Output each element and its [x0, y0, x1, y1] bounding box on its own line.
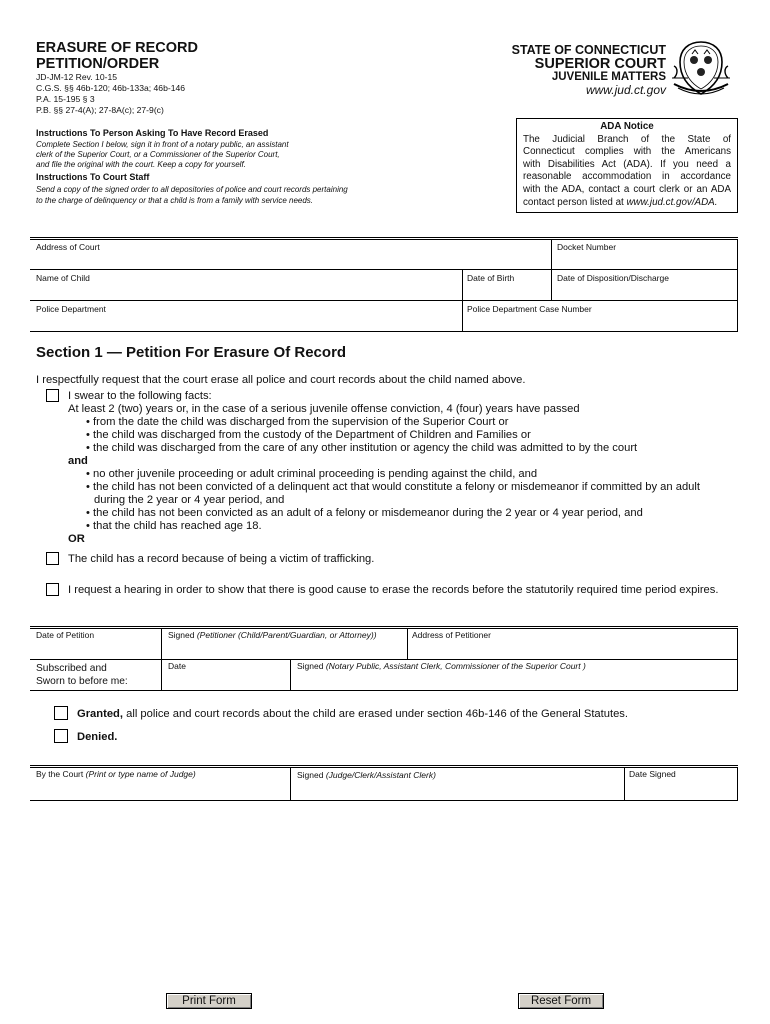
petitioner-note: (Petitioner (Child/Parent/Guardian, or Attorney)) [196, 630, 377, 640]
trafficking-checkbox[interactable] [46, 552, 59, 565]
ada-line-6 [523, 197, 731, 210]
bullet-not-convicted-adult: • the child has not been convicted as an adult of a felony or misdemeanor during the 2 year or 4 year period, and [86, 507, 643, 519]
court-website: www.jud.ct.gov [585, 83, 666, 97]
ada-line-2: Connecticut complies with the Americans [523, 146, 731, 158]
instructions-staff-heading: Instructions To Court Staff [36, 172, 150, 182]
denied-label: Denied. [77, 731, 118, 743]
connecticut-seal-icon [670, 38, 732, 100]
bullet-not-convicted-delinquent: • the child has not been convicted of a delinquent act that would constitute a felony or misdemeanor if committed by an adult [86, 481, 700, 493]
judge-note: (Judge/Clerk/Assistant Clerk) [325, 770, 436, 780]
bullet-superior-court: • from the date the child was discharged from the supervision of the Superior Court or [86, 416, 509, 428]
denied-checkbox[interactable] [54, 729, 68, 743]
address-of-court-field[interactable]: Address of Court [36, 242, 100, 252]
form-number: JD-JM-12 Rev. 10-15 [36, 72, 118, 82]
granted-bold: Granted, [77, 708, 124, 720]
hearing-label: I request a hearing in order to show that there is good cause to erase the records before the statutorily required time period expires. [68, 584, 719, 596]
judge-signature-field[interactable] [297, 770, 436, 780]
swear-facts-checkbox[interactable] [46, 389, 59, 402]
statute-citation-3: P.B. §§ 27-4(A); 27-8A(c); 27-9(c) [36, 105, 164, 115]
by-court-note: (Print or type name of Judge) [85, 769, 196, 779]
instructions-person-heading: Instructions To Person Asking To Have Record Erased [36, 128, 269, 138]
date-signed-field[interactable]: Date Signed [629, 769, 676, 779]
ada-line-1: The Judicial Branch of the State of [523, 133, 731, 145]
hearing-checkbox[interactable] [46, 583, 59, 596]
docket-number-field[interactable]: Docket Number [557, 242, 617, 252]
ada-line-3: with Disabilities Act (ADA). If you need a [523, 158, 731, 170]
date-of-birth-field[interactable]: Date of Birth [467, 273, 515, 283]
name-of-child-field[interactable]: Name of Child [36, 273, 90, 283]
police-case-number-field[interactable]: Police Department Case Number [467, 304, 592, 314]
date-of-petition-field[interactable]: Date of Petition [36, 630, 95, 640]
judge-name-field[interactable] [36, 769, 196, 779]
court-division: JUVENILE MATTERS [551, 71, 666, 83]
print-form-button[interactable]: Print Form [166, 993, 252, 1009]
section-1-heading: Section 1 — Petition For Erasure Of Record [36, 344, 347, 361]
swear-facts-label: I swear to the following facts: [68, 390, 212, 402]
trafficking-label: The child has a record because of being a victim of trafficking. [68, 553, 375, 565]
court-name: SUPERIOR COURT [534, 56, 666, 72]
ada-line-6-prefix: contact person listed at [523, 196, 627, 208]
subscribed-line-2: Sworn to before me: [36, 675, 128, 687]
instructions-staff-text-1: Send a copy of the signed order to all depositories of police and court records pertaining [36, 185, 348, 194]
statute-citation-2: P.A. 15-195 § 3 [36, 94, 95, 104]
statute-citation-1: C.G.S. §§ 46b-120; 46b-133a; 46b-146 [36, 83, 186, 93]
date-of-disposition-field[interactable]: Date of Disposition/Discharge [557, 273, 669, 283]
ada-line-5: with the ADA, contact a court clerk or an ADA [523, 183, 731, 195]
subscribed-label [36, 663, 128, 688]
instructions-person-text-1: Complete Section I below, sign it in front of a notary public, an assistant [36, 140, 289, 149]
ada-link[interactable]: www.jud.ct.gov/ADA. [626, 196, 718, 208]
time-passed-text: At least 2 (two) years or, in the case of a serious juvenile offense conviction, 4 (four) years have passed [68, 403, 580, 415]
bullet-other-institution: • the child was discharged from the care of any other institution or agency the child was admitted to by the court [86, 442, 638, 454]
petition-intro: I respectfully request that the court erase all police and court records about the child named above. [36, 374, 526, 386]
ada-notice-title: ADA Notice [600, 121, 654, 132]
form-title-line2: PETITION/ORDER [36, 56, 160, 72]
ada-line-4: reasonable accommodation in accordance [523, 171, 731, 183]
bullet-age-18: • that the child has reached age 18. [86, 520, 262, 532]
signed-label-notary: Signed [297, 661, 324, 671]
state-name: STATE OF CONNECTICUT [511, 43, 666, 57]
signed-label: Signed [168, 630, 195, 640]
instructions-staff-text-2: to the charge of delinquency or that a child is from a family with service needs. [36, 196, 314, 205]
granted-checkbox[interactable] [54, 706, 68, 720]
notary-date-field[interactable]: Date [168, 661, 186, 671]
and-connector: and [68, 455, 88, 467]
reset-form-button[interactable]: Reset Form [518, 993, 604, 1009]
subscribed-line-1: Subscribed and [36, 663, 107, 674]
granted-text: all police and court records about the child are erased under section 46b-146 of the General Statutes. [123, 708, 629, 720]
form-title-line1: ERASURE OF RECORD [36, 40, 198, 56]
ada-notice [516, 118, 738, 213]
bullet-not-convicted-delinquent-cont: during the 2 year or 4 year period, and [94, 494, 285, 506]
instructions-person-text-2: clerk of the Superior Court, or a Commissioner of the Superior Court, [36, 150, 280, 159]
police-department-field[interactable]: Police Department [36, 304, 106, 314]
notary-note: (Notary Public, Assistant Clerk, Commissioner of the Superior Court ) [325, 661, 586, 671]
granted-label [77, 708, 628, 721]
address-of-petitioner-field[interactable]: Address of Petitioner [412, 630, 491, 640]
petitioner-signature-field[interactable] [168, 630, 377, 640]
signed-label-judge: Signed [297, 770, 324, 780]
bullet-dcf: • the child was discharged from the custody of the Department of Children and Families or [86, 429, 531, 441]
bullet-no-proceeding: • no other juvenile proceeding or adult criminal proceeding is pending against the child, and [86, 468, 538, 480]
instructions-person-text-3: and file the original with the court. Keep a copy for yourself. [36, 160, 246, 169]
or-connector: OR [68, 533, 85, 545]
by-court-label: By the Court [36, 769, 84, 779]
notary-signature-field[interactable] [297, 661, 586, 671]
